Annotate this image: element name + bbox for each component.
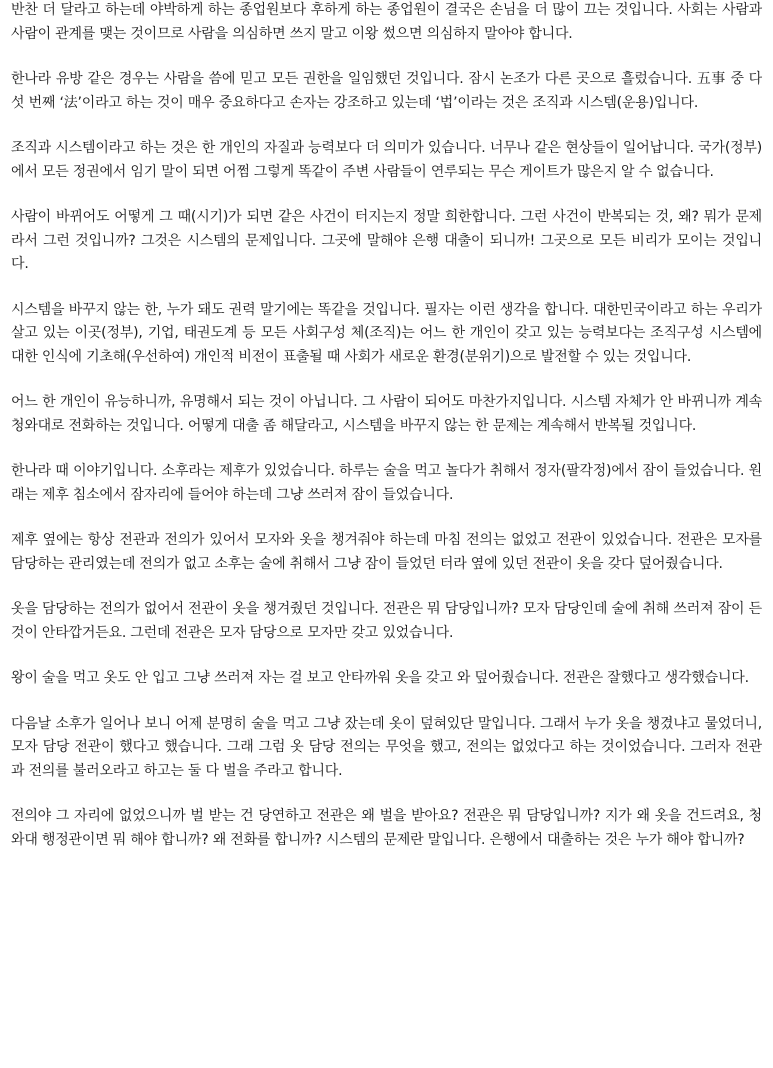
paragraph-7: 한나라 때 이야기입니다. 소후라는 제후가 있었습니다. 하루는 술을 먹고 놀다가 취해서 정자(팔각정)에서 잠이 들었습니다. 원래는 제후 침소에서 잠자리에 들어야 하는데 그냥 쓰러져 잠이 들었습니다. [11,463,762,503]
paragraph-6: 어느 한 개인이 유능하니까, 유명해서 되는 것이 아닙니다. 그 사람이 되어도 마찬가지입니다. 시스템 자체가 안 바뀌니까 계속 청와대로 전화하는 것입니다. 어떻게 대출 좀 해달라고, 시스템을 바꾸지 않는 한 문제는 계속해서 반복될 것입니다. [11,394,762,434]
paragraph-9: 옷을 담당하는 전의가 없어서 전관이 옷을 챙겨줬던 것입니다. 전관은 뭐 담당입니까? 모자 담당인데 술에 취해 쓰러져 잠이 든 것이 안타깝거든요. 그런데 전관은 모자 담당으로 모자만 갖고 있었습니다. [11,601,762,641]
paragraph-11: 다음날 소후가 일어나 보니 어제 분명히 술을 먹고 그냥 잤는데 옷이 덮혀있단 말입니다. 그래서 누가 옷을 챙겼냐고 물었더니, 모자 담당 전관이 했다고 했습니다. 그래 그럼 옷 담당 전의는 무엇을 했고, 전의는 없었다고 하는 것이었습니다. 그러자 전관과 전의를 불러오라고 하고는 둘 다 벌을 주라고 합니다. [11,715,762,779]
paragraph-8: 제후 옆에는 항상 전관과 전의가 있어서 모자와 옷을 챙겨줘야 하는데 마침 전의는 없었고 전관이 있었습니다. 전관은 모자를 담당하는 관리였는데 전의가 없고 소후는 술에 취해서 그냥 잠이 들었던 터라 옆에 있던 전관이 옷을 갖다 덮어줬습니다. [11,532,762,572]
paragraph-12: 전의야 그 자리에 없었으니까 벌 받는 건 당연하고 전관은 왜 벌을 받아요? 전관은 뭐 담당입니까? 지가 왜 옷을 건드려요, 청와대 행정관이면 뭐 해야 합니까? 왜 전화를 합니까? 시스템의 문제란 말입니다. 은행에서 대출하는 것은 누가 해야 합니까? [11,808,762,848]
paragraph-3: 조직과 시스템이라고 하는 것은 한 개인의 자질과 능력보다 더 의미가 있습니다. 너무나 같은 현상들이 일어납니다. 국가(정부)에서 모든 정권에서 임기 말이 되면 어쩜 그렇게 똑같이 주변 사람들이 연루되는 무슨 게이트가 많은지 알 수 없습니다. [11,140,762,180]
paragraph-5: 시스템을 바꾸지 않는 한, 누가 돼도 권력 말기에는 똑같을 것입니다. 필자는 이런 생각을 합니다. 대한민국이라고 하는 우리가 살고 있는 이곳(정부), 기업, 태권도계 등 모든 사회구성 체(조직)는 어느 한 개인이 갖고 있는 능력보다는 조직구성 시스템에 대한 인식에 기초해(우선하여) 개인적 비전이 표출될 때 사회가 새로운 환경(분위기)으로 발전할 수 있는 것입니다. [11,301,762,365]
paragraph-10: 왕이 술을 먹고 옷도 안 입고 그냥 쓰러져 자는 걸 보고 안타까워 옷을 갖고 와 덮어줬습니다. 전관은 잘했다고 생각했습니다. [11,670,749,686]
paragraph-4: 사람이 바뀌어도 어떻게 그 때(시기)가 되면 같은 사건이 터지는지 정말 희한합니다. 그런 사건이 반복되는 것, 왜? 뭐가 문제라서 그런 것입니까? 그것은 시스템의 문제입니다. 그곳에 말해야 은행 대출이 되니까! 그곳으로 모든 비리가 모이는 것입니다. [11,209,762,272]
paragraph-2: 한나라 유방 같은 경우는 사람을 씀에 믿고 모든 권한을 일임했던 것입니다. 잠시 논조가 다른 곳으로 흘렀습니다. 五事 중 다섯 번째 ‘法’이라고 하는 것이 매우 중요하다고 손자는 강조하고 있는데 ‘법’이라는 것은 조직과 시스템(운용)입니다. [11,71,762,111]
paragraph-1: 반찬 더 달라고 하는데 야박하게 하는 종업원보다 후하게 하는 종업원이 결국은 손님을 더 많이 끄는 것입니다. 사회는 사람과 사람이 관계를 맺는 것이므로 사람을 의심하면 쓰지 말고 이왕 썼으면 의심하지 말아야 합니다. [11,2,762,42]
